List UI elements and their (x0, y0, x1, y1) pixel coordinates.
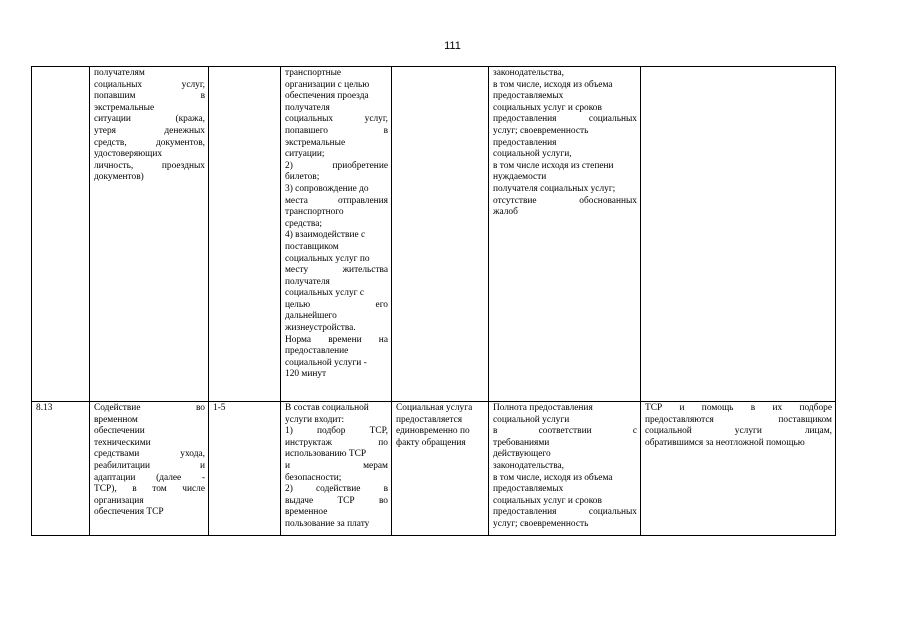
conditions-cell (641, 67, 836, 402)
conditions-cell: ТСР и помощь в их подборе предоставляются поставщиком социальной услуги лицам, обратившимся за неотложной помощью (641, 402, 836, 536)
row-number-cell: 8.13 (32, 402, 90, 536)
quality-cell: Полнота предоставления социальной услуги в соответствии с требованиями действующего законодательства, в том числе, исходя из объема предоставляемых социальных услуг и сроков предоставления социальных услуг; своевременность (489, 402, 641, 536)
quality-cell: законодательства, в том числе, исходя из объема предоставляемых социальных услуг и сроков предоставления социальных услуг; своевременность предоставления социальной услуги, в том числе исходя из степени нуждаемости получателя социальных услуг; отсутствие обоснованных жалоб (489, 67, 641, 402)
services-table (31, 66, 836, 536)
table-row-8-13 (32, 402, 836, 536)
service-content-cell: транспортные организации с целью обеспечения проезда получателя социальных услуг, попавшего в экстремальные ситуации; 2) приобретение билетов; 3) сопровождение до места отправления транспортного средства; 4) взаимодействие с поставщиком социальных услуг по месту жительства получателя социальных услуг с целью его дальнейшего жизнеустройства. Норма времени на предоставление социальной услуги - 120 минут (281, 67, 392, 402)
page-number: 111 (444, 40, 461, 52)
service-name-cell: Содействие во временном обеспечении техническими средствами ухода, реабилитации и адаптации (далее - ТСР), в том числе организация обеспечения ТСР (90, 402, 209, 536)
provider-cell (209, 67, 281, 402)
service-content-cell: В состав социальной услуги входит: 1) подбор ТСР, инструктаж по использованию ТСР и мерам безопасности; 2) содействие в выдаче ТСР во временное пользование за плату (281, 402, 392, 536)
provider-cell: 1-5 (209, 402, 281, 536)
service-name-cell: получателям социальных услуг, попавшим в экстремальные ситуации (кража, утеря денежных средств, документов, удостоверяющих личность, проездных документов) (90, 67, 209, 402)
table-row-continuation (32, 67, 836, 402)
term-cell (392, 67, 489, 402)
row-number-cell (32, 67, 90, 402)
term-cell: Социальная услуга предоставляется единовременно по факту обращения (392, 402, 489, 536)
